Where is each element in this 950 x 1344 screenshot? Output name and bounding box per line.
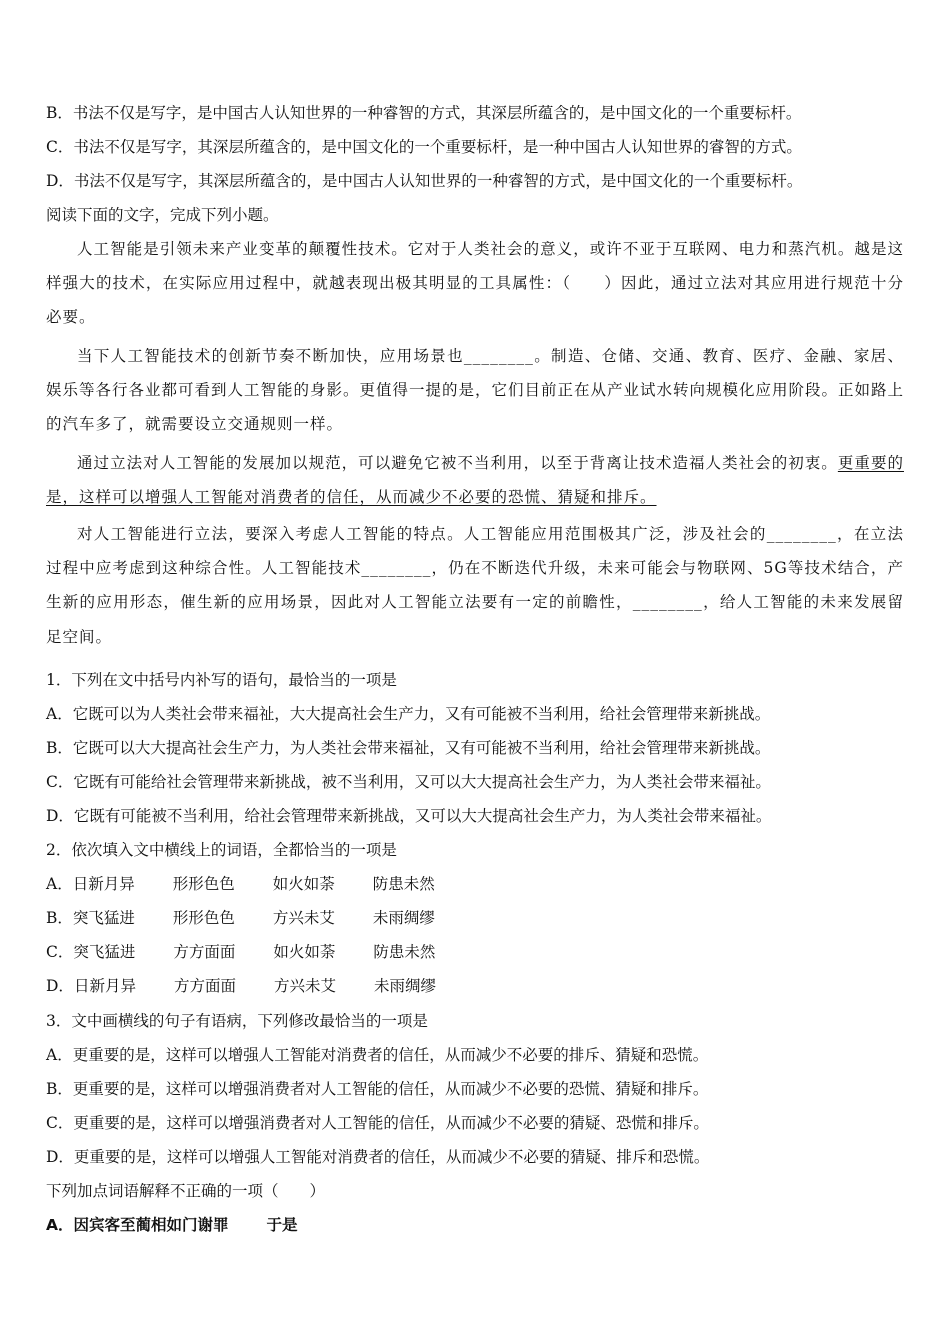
word-3: 方兴未艾 <box>272 909 335 927</box>
q1-stem: 1．下列在文中括号内补写的语句，最恰当的一项是 <box>46 671 397 689</box>
word-4: 未雨绸缪 <box>373 977 436 995</box>
q3-option-d: D．更重要的是，这样可以增强人工智能对消费者的信任，从而减少不必要的猜疑、排斥和恐慌。 <box>46 1148 710 1166</box>
q3-option-b: B．更重要的是，这样可以增强消费者对人工智能的信任，从而减少不必要的恐慌、猜疑和排斥。 <box>46 1080 709 1098</box>
word-4: 未雨绸缪 <box>372 909 435 927</box>
next-question-option-a <box>46 1215 298 1235</box>
word-4: 防患未然 <box>372 875 435 893</box>
word-4: 防患未然 <box>373 943 436 961</box>
option-label: A． <box>46 875 73 893</box>
option-label: B． <box>46 909 73 927</box>
word-3: 如火如荼 <box>272 875 335 893</box>
reading-instruction: 阅读下面的文字，完成下列小题。 <box>46 206 279 224</box>
word-3: 如火如荼 <box>273 943 336 961</box>
q1-option-d: D．它既有可能被不当利用，给社会管理带来新挑战，又可以大大提高社会生产力，为人类社会带来福祉。 <box>46 807 772 825</box>
q2-option-d <box>46 976 474 996</box>
word-1: 突飞猛进 <box>73 943 136 961</box>
word-1: 日新月异 <box>72 875 135 893</box>
prev-option-d: D．书法不仅是写字，其深层所蕴含的，是中国古人认知世界的一种睿智的方式，是中国文化的一个重要标杆。 <box>46 172 803 190</box>
option-label: C． <box>46 943 74 961</box>
word-2: 方方面面 <box>173 943 236 961</box>
q2-stem: 2．依次填入文中横线上的词语，全都恰当的一项是 <box>46 841 397 859</box>
option-text: 因宾客至蔺相如门谢罪 <box>73 1216 229 1234</box>
prev-option-b: B．书法不仅是写字，是中国古人认知世界的一种睿智的方式，其深层所蕴含的，是中国文化的一个重要标杆。 <box>46 104 802 122</box>
passage-paragraph-4: 对人工智能进行立法，要深入考虑人工智能的特点。人工智能应用范围极其广泛，涉及社会的________，在立法过程中应考虑到这种综合性。人工智能技术________，仍在不断迭代升级，未来可能会与物联网、5G等技术结合，产生新的应用形态，催生新的应用场景，因此对人工智能立法要有一定的前瞻性，________，给人工智能的未来发展留足空间。 <box>46 525 904 646</box>
next-question-stem: 下列加点词语解释不正确的一项（ ） <box>46 1182 326 1200</box>
q1-option-c: C．它既有可能给社会管理带来新挑战，被不当利用，又可以大大提高社会生产力，为人类社会带来福祉。 <box>46 773 771 791</box>
word-2: 形形色色 <box>172 875 235 893</box>
passage-paragraph-3 <box>46 446 904 514</box>
word-2: 形形色色 <box>172 909 235 927</box>
q2-option-a <box>46 874 473 894</box>
q2-option-c <box>46 942 473 962</box>
option-label: A． <box>46 1216 74 1234</box>
word-1: 突飞猛进 <box>72 909 135 927</box>
underlined-sentence: 更重要的是，这样可以增强人工智能对消费者的信任，从而减少不必要的恐慌、猜疑和排斥。 <box>46 454 904 507</box>
option-meaning: 于是 <box>266 1216 298 1234</box>
q3-option-a: A．更重要的是，这样可以增强人工智能对消费者的信任，从而减少不必要的排斥、猜疑和恐慌。 <box>46 1046 709 1064</box>
option-label: D． <box>46 977 74 995</box>
q3-stem: 3．文中画横线的句子有语病，下列修改最恰当的一项是 <box>46 1012 428 1030</box>
passage-paragraph-2: 当下人工智能技术的创新节奏不断加快，应用场景也________。制造、仓储、交通、教育、医疗、金融、家居、娱乐等各行各业都可看到人工智能的身影。更值得一提的是，它们目前正在从产业试水转向规模化应用阶段。正如路上的汽车多了，就需要设立交通规则一样。 <box>46 347 905 434</box>
q3-option-c: C．更重要的是，这样可以增强消费者对人工智能的信任，从而减少不必要的猜疑、恐慌和排斥。 <box>46 1114 709 1132</box>
word-2: 方方面面 <box>173 977 236 995</box>
word-1: 日新月异 <box>73 977 136 995</box>
passage-paragraph-1: 人工智能是引领未来产业变革的颠覆性技术。它对于人类社会的意义，或许不亚于互联网、电力和蒸汽机。越是这样强大的技术，在实际应用过程中，就越表现出极其明显的工具属性：（ ）因此，通过立法对其应用进行规范十分必要。 <box>46 240 904 327</box>
prev-option-c: C．书法不仅是写字，其深层所蕴含的，是中国文化的一个重要标杆，是一种中国古人认知世界的睿智的方式。 <box>46 138 802 156</box>
q1-option-b: B．它既可以大大提高社会生产力，为人类社会带来福祉，又有可能被不当利用，给社会管理带来新挑战。 <box>46 739 771 757</box>
q2-option-b <box>46 908 473 928</box>
word-3: 方兴未艾 <box>273 977 336 995</box>
passage-p3-text: 通过立法对人工智能的发展加以规范，可以避免它被不当利用，以至于背离让技术造福人类社会的初衷。 <box>77 454 838 472</box>
q1-option-a: A．它既可以为人类社会带来福祉，大大提高社会生产力，又有可能被不当利用，给社会管理带来新挑战。 <box>46 705 771 723</box>
